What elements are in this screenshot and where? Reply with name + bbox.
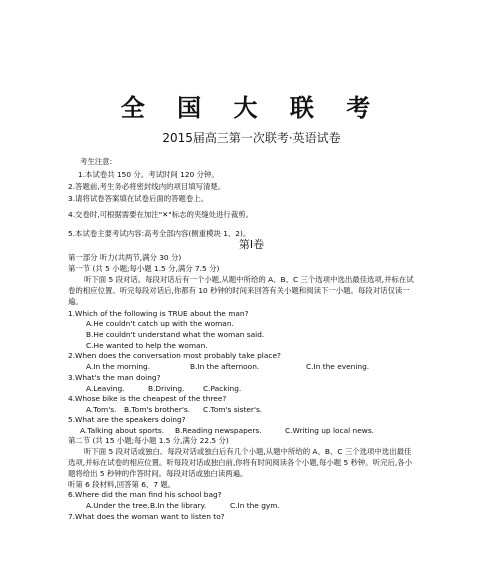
listen-instruction: 听第 6 段材料,回答第 6、7 题。 — [68, 480, 176, 489]
exam-subtitle: 2015届高三第一次联考·英语试卷 — [162, 131, 341, 145]
question-text: 1.Which of the following is TRUE about the man? — [68, 309, 249, 318]
section-intro: 听下面 5 段对话。每段对话后有一个小题,从题中所给的 A、B、C 三个选项中选出最佳选项,并标在试 — [84, 275, 414, 284]
option-c: C.Tom's sister's. — [203, 405, 263, 414]
question-text: 7.What does the woman want to listen to? — [68, 512, 225, 521]
option-c: C.He wanted to help the woman. — [86, 341, 208, 350]
section-intro: 卷的相应位置。听完每段对话后,你都有 10 秒钟的时间来回答有关小题和阅读下一小题。每段对话仅读一 — [68, 286, 410, 295]
option-a: A.Talking about sports. — [80, 426, 165, 435]
option-b: B.Tom's brother's. — [124, 405, 191, 414]
option-c: C.In the evening. — [306, 362, 370, 371]
question-text: 2.When does the conversation most probably take place? — [68, 351, 281, 360]
section-intro: 题将给出 5 秒钟的作答时间。每段对话或独白读两遍。 — [68, 469, 248, 478]
exam-title: 全 国 大 联 考 — [120, 93, 383, 122]
option-c: C.Writing up local news. — [285, 426, 375, 435]
question-text: 6.Where did the man find his school bag? — [68, 490, 222, 499]
question-text: 4.Whose bike is the cheapest of the three? — [68, 394, 227, 403]
option-b: B.In the afternoon. — [190, 362, 260, 371]
section-intro: 听下面 5 段对话或独白。每段对话或独白后有几个小题,从题中所给的 A、B、C 三个选项中选出最佳 — [84, 447, 412, 456]
option-c: C.Packing. — [203, 384, 242, 393]
option-a: A.Tom's. — [86, 405, 117, 414]
section-intro: 选项,并标在试卷的相应位置。听每段对话或独白前,你将有时间阅读各个小题,每小题 5 秒钟。听完后,各小 — [68, 458, 412, 467]
section-heading: 第二节 (共 15 小题;每小题 1.5 分,满分 22.5 分) — [68, 436, 229, 445]
section-intro: 遍。 — [68, 297, 83, 306]
option-c: C.In the gym. — [230, 501, 280, 510]
part-heading: 第一部分 听力(共两节,满分 30 分) — [68, 253, 182, 262]
section-heading: 第一节 (共 5 小题;每小题 1.5 分,满分 7.5 分) — [68, 264, 220, 273]
question-text: 5.What are the speakers doing? — [68, 415, 186, 424]
notice-item: 3.请将试卷答案填在试卷后面的答题卷上。 — [68, 194, 209, 203]
option-a: A.He couldn't catch up with the woman. — [86, 319, 234, 328]
notice-heading: 考生注意: — [80, 157, 113, 166]
option-b: B.He couldn't understand what the woman said. — [86, 330, 265, 339]
option-b: B.Reading newspapers. — [175, 426, 262, 435]
volume-heading: 第Ⅰ卷 — [238, 238, 265, 251]
option-a: A.In the morning. — [86, 362, 151, 371]
notice-item: 2.答题前,考生务必将密封线内的项目填写清楚。 — [68, 182, 226, 191]
question-text: 3.What's the man doing? — [68, 373, 161, 382]
notice-item: 5.本试卷主要考试内容:高考全部内容(侧重模块 1、2)。 — [68, 229, 251, 238]
option-b: B.In the library. — [150, 501, 207, 510]
notice-item: 1.本试卷共 150 分。考试时间 120 分钟。 — [78, 170, 219, 179]
option-a: A.Leaving. — [86, 384, 125, 393]
option-b: B.Driving. — [148, 384, 185, 393]
option-a: A.Under the tree. — [86, 501, 150, 510]
notice-item: 4.交卷时,可根据需要在加注"✕"标志的夹缝处进行裁剪。 — [68, 210, 253, 219]
